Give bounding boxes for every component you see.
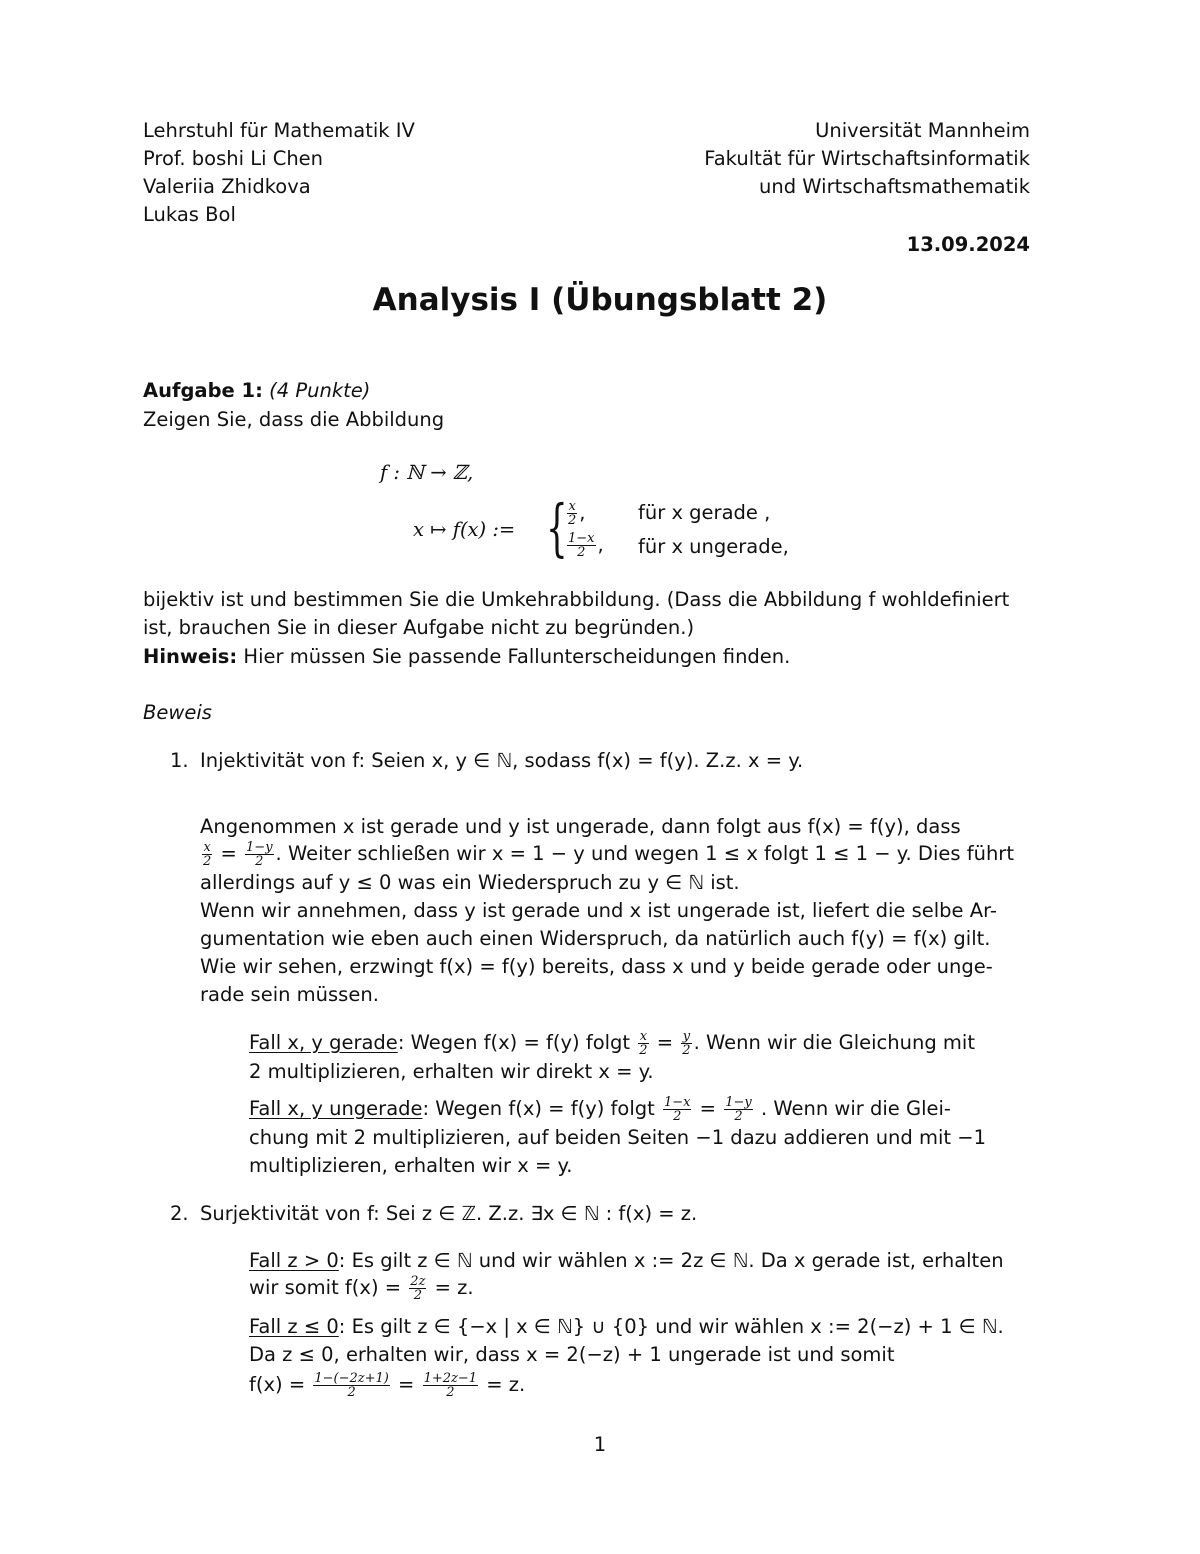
caseA-frac2-den: 2 [682,1043,691,1058]
p2-frac1-den: 2 [203,854,212,869]
item1-p2: $\frac{x}{2}$ = $\frac{1-y}{2}$ . Weiter schließen wir x = 1 − y und wegen 1 ≤ x folgt 1 ≤ 1 − y. Dies führt [203,840,1014,869]
caseA-label: Fall x, y gerade [249,1031,398,1054]
hint-label: Hinweis: [143,645,238,668]
caseB-label: Fall x, y ungerade [249,1097,423,1120]
caseC-line2b: = z. [434,1276,474,1299]
case2-numerator: 1−x [568,531,595,546]
case1-condition: für x gerade , [638,501,771,524]
caseD-line3a: f(x) = [249,1373,306,1396]
case2-condition: für x ungerade, [638,535,789,558]
caseD-frac2-den: 2 [446,1385,455,1400]
header-professor: Prof. boshi Li Chen [143,147,324,170]
caseA-frac2-num: y [682,1029,691,1044]
caseB-text2: . Wenn wir die Glei- [760,1097,951,1120]
header-chair: Lehrstuhl für Mathematik IV [143,119,415,142]
header-faculty-2: und Wirtschaftsmathematik [759,175,1030,198]
task-text-1: bijektiv ist und bestimmen Sie die Umkehrabbildung. (Dass die Abbildung f wohldefiniert [143,588,1010,611]
p2-frac2-den: 2 [255,854,264,869]
p2-frac1-num: x [203,840,211,855]
p2-text: . Weiter schließen wir x = 1 − y und wegen 1 ≤ x folgt 1 ≤ 1 − y. Dies führt [275,842,1014,865]
item1-p4: Wenn wir annehmen, dass y ist gerade und x ist ungerade ist, liefert die selbe Ar- [200,899,997,922]
case1-numerator: x [568,499,576,514]
item1-p6: Wie wir sehen, erzwingt f(x) = f(y) bereits, dass x und y beide gerade oder unge- [200,955,993,978]
map-signature: f : ℕ → ℤ, [380,461,474,484]
page-number: 1 [593,1433,607,1456]
caseC-frac-den: 2 [413,1288,422,1303]
caseD-line3: f(x) = $\frac{1-(-2z+1)}{2}$ = $\frac{1+2z-1}{2}$ = z. [249,1371,526,1400]
caseB-line1: Fall x, y ungerade: Wegen f(x) = f(y) folgt $\frac{1-x}{2}$ = $\frac{1-y}{2}$ . Wenn wir die Glei- [249,1095,951,1124]
item1-head: Injektivität von f: Seien x, y ∈ ℕ, sodass f(x) = f(y). Z.z. x = y. [200,749,804,772]
caseC-label: Fall z > 0 [249,1249,339,1272]
caseC-line2 [249,1275,474,1302]
caseD-frac1-num: 1−(−2z+1) [314,1371,389,1386]
caseD-line1 [249,1314,1004,1340]
task-hint [143,644,790,670]
case-brace: { [546,491,568,564]
caseD-text: : Es gilt z ∈ {−x | x ∈ ℕ} ∪ {0} und wir wählen x := 2(−z) + 1 ∈ ℕ. [338,1315,1004,1338]
caseA-line1: Fall x, y gerade: Wegen f(x) = f(y) folgt $\frac{x}{2}$ = $\frac{y}{2}$ . Wenn wir die Gleichung mit [249,1029,975,1058]
item1-number: 1. [170,749,189,772]
caseD-frac2-num: 1+2z−1 [423,1371,478,1386]
item2-head: Surjektivität von f: Sei z ∈ ℤ. Z.z. ∃x ∈ ℕ : f(x) = z. [200,1202,698,1225]
caseA-line2: 2 multiplizieren, erhalten wir direkt x = y. [249,1060,654,1083]
task-text-2: ist, brauchen Sie in dieser Aufgabe nicht zu begründen.) [143,616,695,639]
proof-label: Beweis [143,701,212,724]
caseD-line3b: = z. [486,1373,526,1396]
caseA-frac1-den: 2 [639,1043,648,1058]
caseB-text1: : Wegen f(x) = f(y) folgt [422,1097,655,1120]
case1-denominator: 2 [568,513,577,528]
p2-frac2-num: 1−y [246,840,273,855]
item1-p3: allerdings auf y ≤ 0 was ein Wiederspruch zu y ∈ ℕ ist. [200,871,740,894]
task-points: (4 Punkte) [269,379,371,402]
caseB-frac1-num: 1−x [663,1095,691,1110]
case1-value: $\frac{x}{2}$ , [568,499,586,528]
caseD-frac1-den: 2 [347,1385,356,1400]
item1-p1: Angenommen x ist gerade und y ist ungerade, dann folgt aus f(x) = f(y), dass [200,815,961,838]
header-assistant-2: Lukas Bol [143,203,236,226]
caseB-frac1-den: 2 [673,1109,682,1124]
header-assistant-1: Valeriia Zhidkova [143,175,311,198]
caseB-line2: chung mit 2 multiplizieren, auf beiden Seiten −1 dazu addieren und mit −1 [249,1126,986,1149]
caseA-frac1-num: x [639,1029,648,1044]
item2-number: 2. [170,1202,189,1225]
caseA-text2: . Wenn wir die Gleichung mit [693,1031,975,1054]
item1-p7: rade sein müssen. [200,983,379,1006]
caseD-label: Fall z ≤ 0 [249,1315,339,1338]
task-intro: Zeigen Sie, dass die Abbildung [143,408,445,431]
map-rule: x ↦ f(x) := [413,518,516,541]
caseC-text: : Es gilt z ∈ ℕ und wir wählen x := 2z ∈ ℕ. Da x gerade ist, erhalten [338,1249,1004,1272]
case2-value: $\frac{1-x}{2}$ , [568,531,604,560]
header-date: 13.09.2024 [906,233,1030,256]
header-university: Universität Mannheim [815,119,1030,142]
caseC-line2a: wir somit f(x) = [249,1276,402,1299]
task-heading [143,378,370,404]
hint-text: Hier müssen Sie passende Fallunterscheidungen finden. [243,645,791,668]
header-faculty-1: Fakultät für Wirtschaftsinformatik [704,147,1030,170]
caseB-frac2-den: 2 [734,1109,743,1124]
caseC-line1 [249,1248,1004,1274]
task-label: Aufgabe 1: [143,379,263,402]
caseB-frac2-num: 1−y [725,1095,752,1110]
page-title: Analysis I (Übungsblatt 2) [372,282,828,318]
caseC-frac-num: 2z [410,1274,426,1289]
caseD-line2: Da z ≤ 0, erhalten wir, dass x = 2(−z) + 1 ungerade ist und somit [249,1343,895,1366]
case2-denominator: 2 [577,545,586,560]
caseA-text1: : Wegen f(x) = f(y) folgt [397,1031,631,1054]
caseB-line3: multiplizieren, erhalten wir x = y. [249,1154,573,1177]
item1-p5: gumentation wie eben auch einen Widerspruch, da natürlich auch f(y) = f(x) gilt. [200,927,991,950]
